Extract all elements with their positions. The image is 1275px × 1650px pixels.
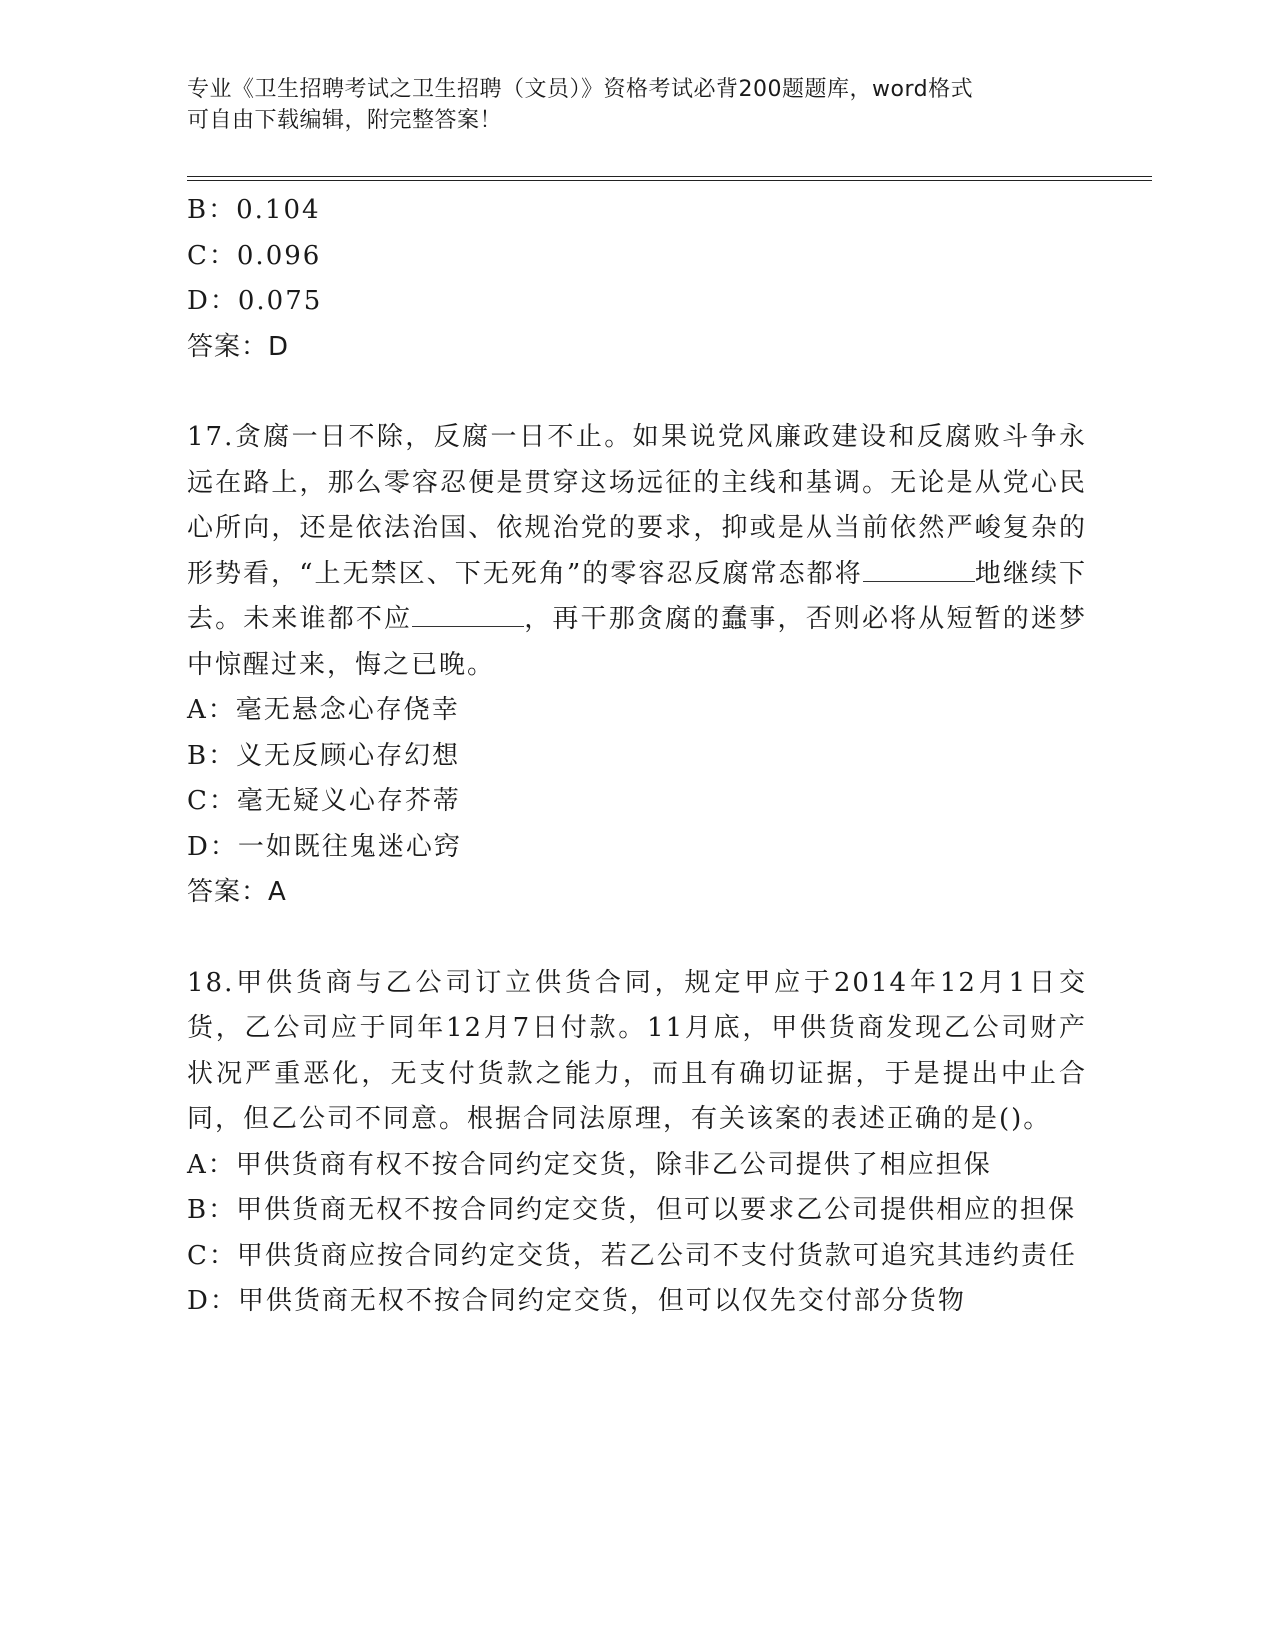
option-c: C：毫无疑义心存芥蒂	[187, 786, 461, 816]
question-17	[187, 415, 1087, 916]
header-divider	[187, 176, 1152, 181]
page-header	[187, 74, 1087, 136]
question-17-text-part2: 地继续下去。未来谁都不应	[187, 558, 1087, 634]
option-c: C：甲供货商应按合同约定交货，若乙公司不支付货款可追究其违约责任	[187, 1240, 1077, 1271]
question-17-text-part1: 17.贪腐一日不除，反腐一日不止。如果说党风廉政建设和反腐败斗争永远在路上，那么零容忍便是贯穿这场远征的主线和基调。无论是从党心民心所向，还是依法治国、依规治党的要求，抑或是从当前依然严峻复杂的形势看，“上无禁区、下无死角”的零容忍反腐常态都将	[187, 422, 1087, 589]
option-c: C：0.096	[187, 240, 322, 271]
option-a: A：甲供货商有权不按合同约定交货，除非乙公司提供了相应担保	[187, 1149, 992, 1180]
question-17-text-part3: ，再干那贪腐的蠢事，否则必将从短暂的迷梦中惊醒过来，悔之已晚。	[187, 604, 1087, 680]
question-18-stem: 18.甲供货商与乙公司订立供货合同，规定甲应于2014年12月1日交货，乙公司应于同年12月7日付款。11月底，甲供货商发现乙公司财产状况严重恶化，无支付货款之能力，而且有确切证据，于是提出中止合同，但乙公司不同意。根据合同法原理，有关该案的表述正确的是()。	[187, 967, 1087, 1134]
option-a: A：毫无悬念心存侥幸	[187, 695, 460, 725]
spacer	[187, 916, 1087, 961]
option-b: B：0.104	[187, 195, 321, 225]
question-17-stem	[187, 415, 1087, 688]
option-b: B：甲供货商无权不按合同约定交货，但可以要求乙公司提供相应的担保	[187, 1195, 1077, 1225]
spacer	[187, 370, 1087, 415]
answer-line: 答案：D	[187, 331, 290, 362]
option-d: D：甲供货商无权不按合同约定交货，但可以仅先交付部分货物	[187, 1286, 966, 1316]
answer-line: 答案：A	[187, 877, 287, 907]
document-body	[187, 188, 1087, 1325]
prev-question	[187, 188, 1087, 370]
header-line-1: 专业《卫生招聘考试之卫生招聘（文员）》资格考试必背200题题库，word格式	[187, 77, 974, 102]
fill-blank-1	[863, 559, 975, 582]
option-d: D：0.075	[187, 286, 323, 316]
option-b: B：义无反顾心存幻想	[187, 740, 461, 771]
header-line-2: 可自由下载编辑，附完整答案！	[187, 108, 503, 133]
option-d: D：一如既往鬼迷心窍	[187, 831, 462, 862]
question-18	[187, 961, 1087, 1325]
fill-blank-2	[412, 604, 524, 627]
